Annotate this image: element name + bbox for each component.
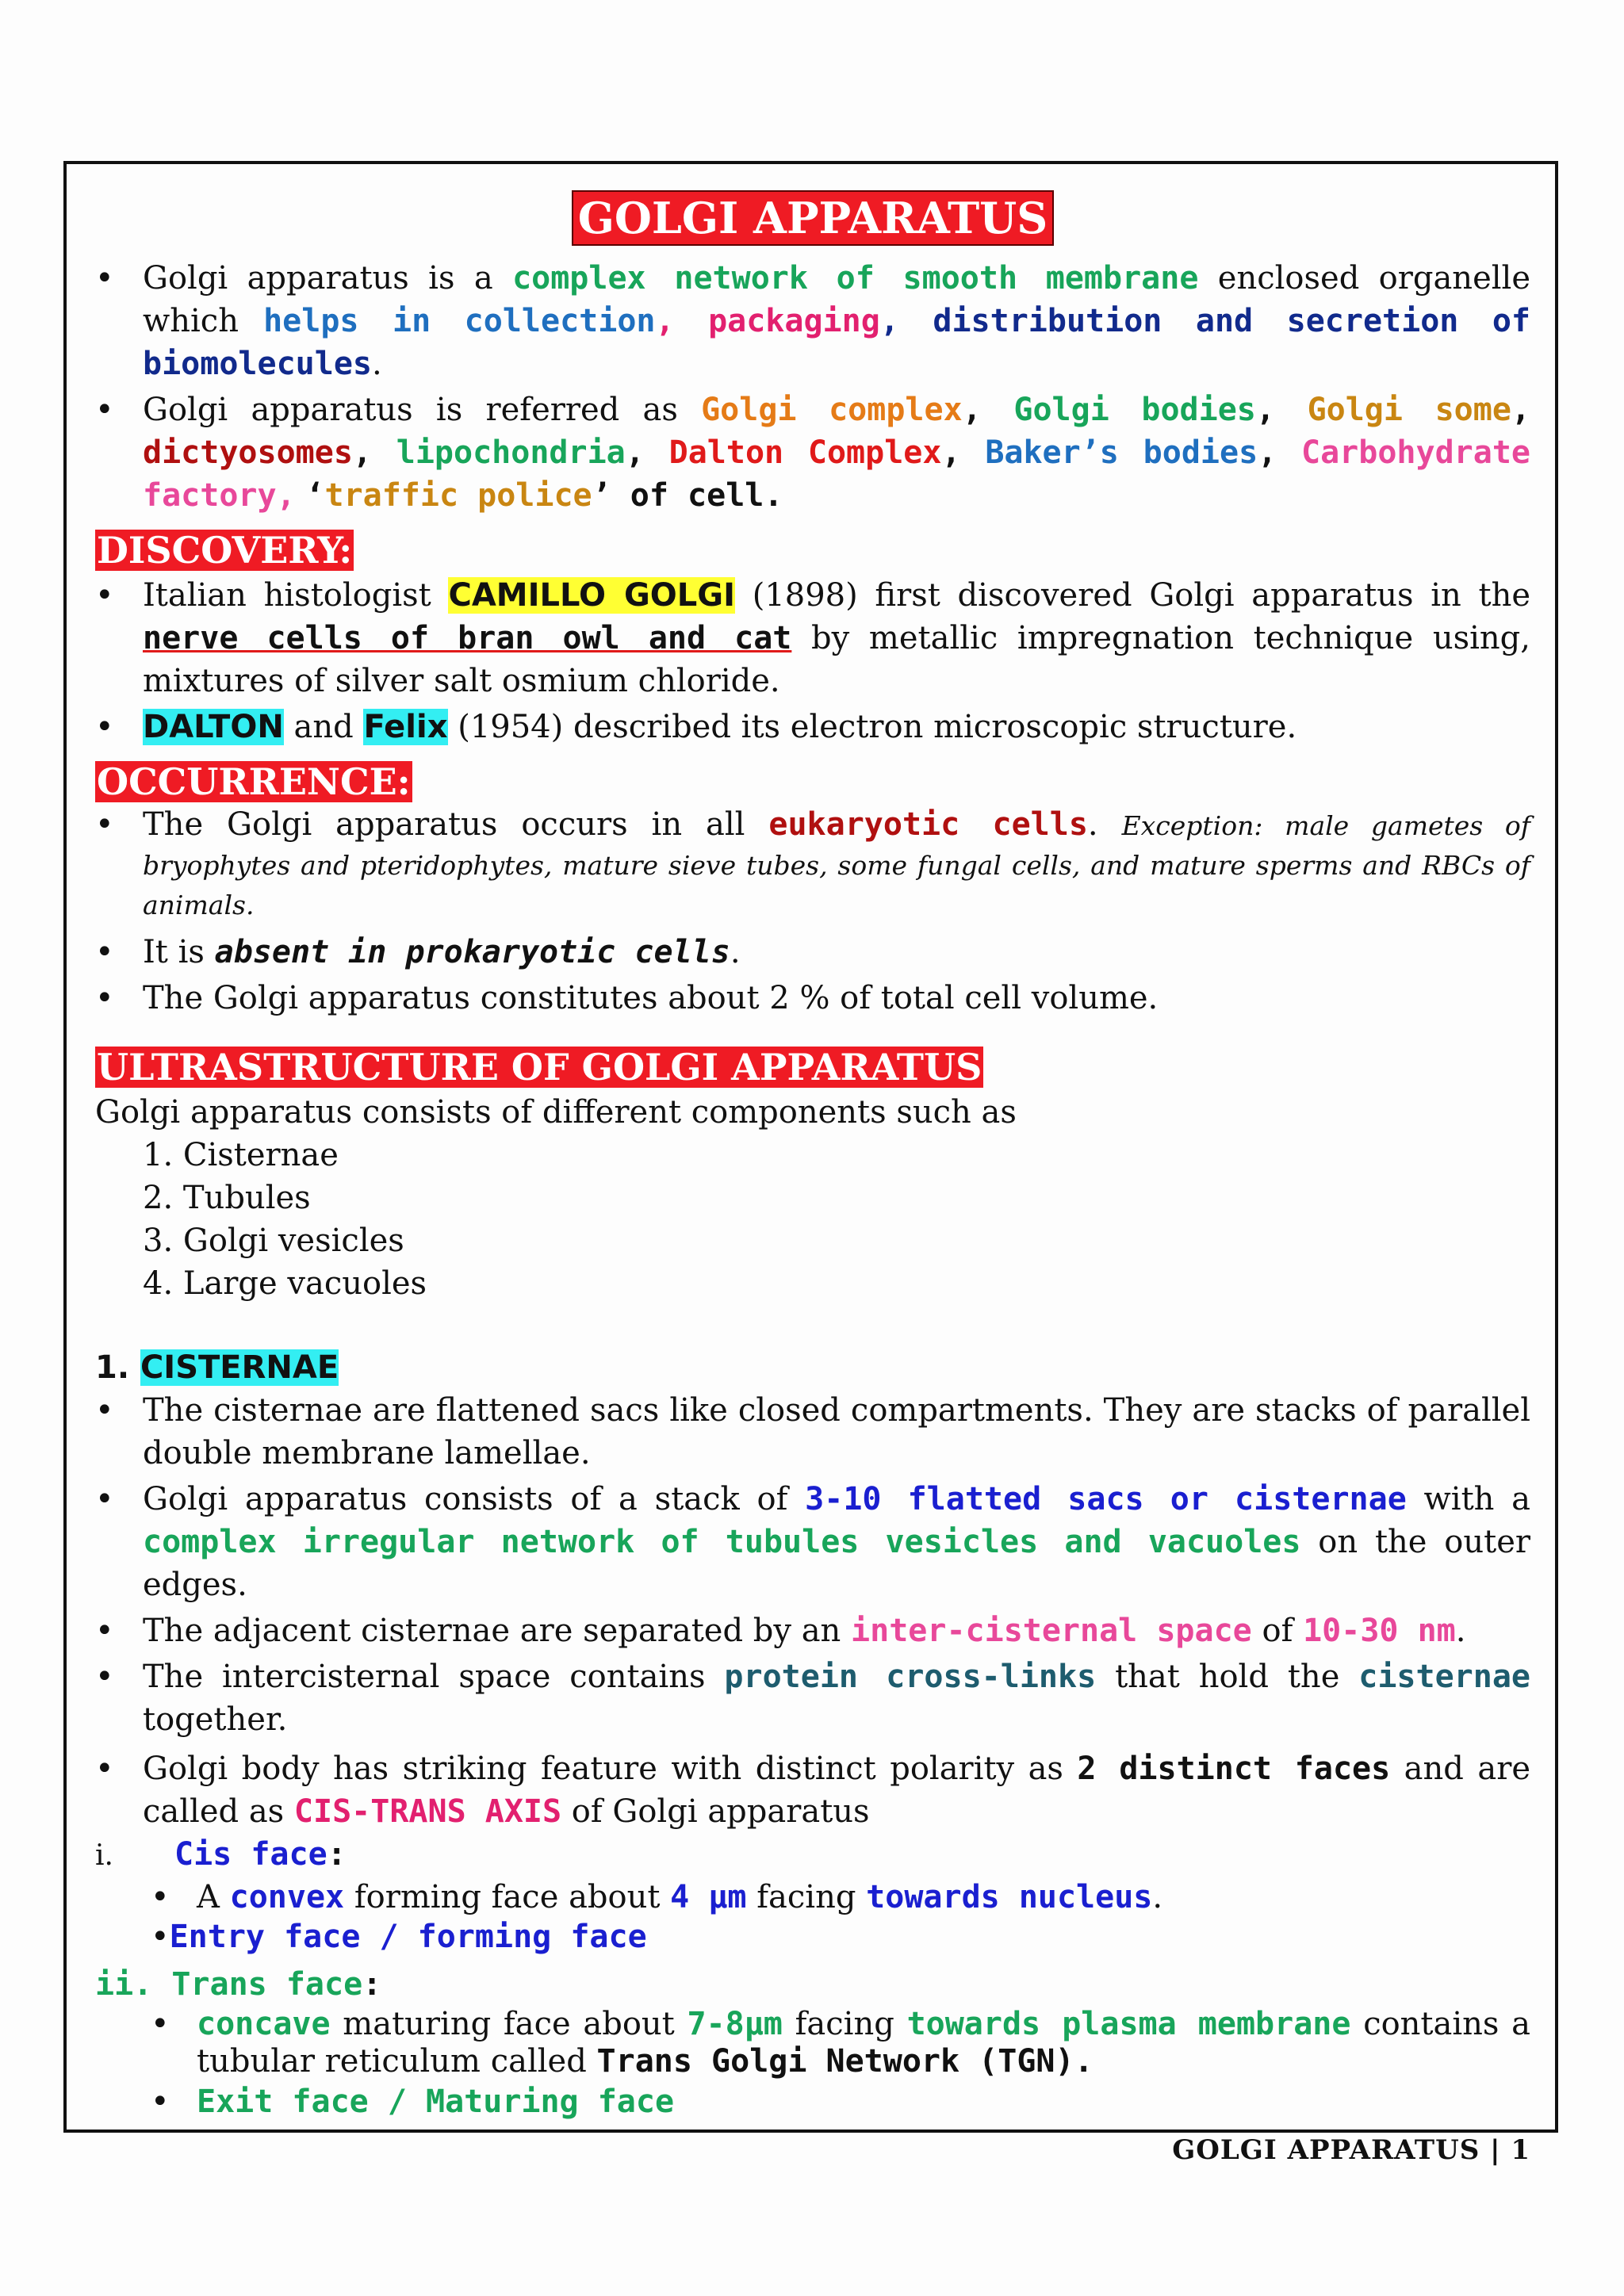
document-body	[95, 190, 1530, 2121]
cis-face-entry: •Entry face / forming face	[151, 1919, 647, 1955]
components-list	[95, 1134, 1530, 1305]
list-item: • It is absent in prokaryotic cells.	[95, 931, 1530, 974]
list-item: • The Golgi apparatus occurs in all eukaryotic cells. Exception: male gametes of bryophytes and pteridophytes, mature sieve tubes, some fungal cells, and mature sperms and RBCs of animals.	[95, 806, 1530, 924]
list-item: • A convex forming face about 4 µm facing towards nucleus.	[151, 1877, 1530, 1917]
cisternae-list	[95, 1389, 1530, 1833]
list-item: • Golgi apparatus consists of a stack of 3-10 flatted sacs or cisternae with a complex irregular network of tubules vesicles and vacuoles on the outer edges.	[95, 1478, 1530, 1606]
list-item: • Exit face / Maturing face	[151, 2084, 1530, 2121]
page-footer: GOLGI APPARATUS | 1	[1172, 2134, 1530, 2166]
list-item: • Golgi body has striking feature with distinct polarity as 2 distinct faces and are called as CIS-TRANS AXIS of Golgi apparatus	[95, 1747, 1530, 1833]
list-item: 2. Tubules	[143, 1180, 311, 1216]
list-item: • The Golgi apparatus constitutes about 2 % of total cell volume.	[95, 977, 1530, 1020]
list-item: 4. Large vacuoles	[143, 1265, 427, 1302]
list-item: 1. Cisternae	[143, 1137, 339, 1173]
cis-face-heading: i. Cis face:	[95, 1836, 347, 1873]
intro-list	[95, 257, 1530, 517]
discovery-list	[95, 574, 1530, 748]
ultrastructure-intro: Golgi apparatus consists of different components such as	[95, 1094, 1017, 1131]
list-item: • Golgi apparatus is referred as Golgi complex, Golgi bodies, Golgi some, dictyosomes, lipochondria, Dalton Complex, Baker’s bodies, Carbohydrate factory, ‘traffic police’ of cell.	[95, 388, 1530, 517]
list-item: • concave maturing face about 7-8µm facing towards plasma membrane contains a tubular reticulum called Trans Golgi Network (TGN).	[151, 2006, 1530, 2080]
list-item: 3. Golgi vesicles	[143, 1223, 404, 1259]
ultrastructure-heading: ULTRASTRUCTURE OF GOLGI APPARATUS	[97, 1046, 982, 1089]
trans-face-list	[95, 2006, 1530, 2121]
list-item: • The cisternae are flattened sacs like closed compartments. They are stacks of parallel double membrane lamellae.	[95, 1389, 1530, 1475]
cis-face-list	[95, 1877, 1530, 1917]
list-item: • The intercisternal space contains protein cross-links that hold the cisternae together.	[95, 1655, 1530, 1741]
list-item: • DALTON and Felix (1954) described its electron microscopic structure.	[95, 706, 1530, 748]
list-item: • Italian histologist CAMILLO GOLGI (1898) first discovered Golgi apparatus in the nerve cells of bran owl and cat by metallic impregnation technique using, mixtures of silver salt osmium chloride.	[95, 574, 1530, 702]
cisternae-heading: 1. CISTERNAE	[95, 1349, 339, 1386]
page-title: GOLGI APPARATUS	[572, 190, 1054, 246]
occurrence-heading: OCCURRENCE:	[97, 760, 411, 803]
list-item: • Golgi apparatus is a complex network of smooth membrane enclosed organelle which helps in collection, packaging, distribution and secretion of biomolecules.	[95, 257, 1530, 385]
occurrence-list	[95, 806, 1530, 1020]
list-item: • The adjacent cisternae are separated by an inter-cisternal space of 10-30 nm.	[95, 1609, 1530, 1652]
highlight-camillo-golgi: CAMILLO GOLGI	[448, 577, 735, 614]
discovery-heading: DISCOVERY:	[97, 529, 353, 572]
trans-face-heading: ii. Trans face:	[95, 1966, 382, 2003]
